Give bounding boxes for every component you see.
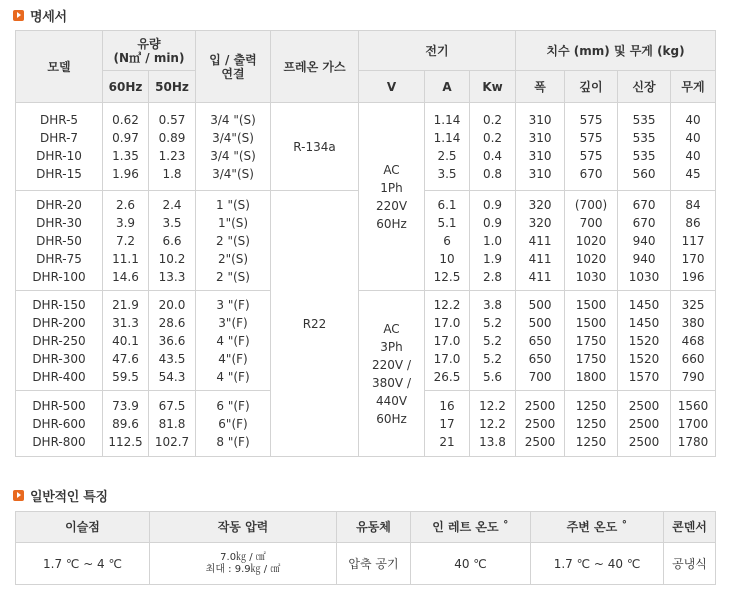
feat-header-inlet-temp: 인 레트 온도 ˚ bbox=[411, 512, 531, 543]
width-value: 310 bbox=[528, 130, 552, 145]
cell-ampere bbox=[425, 391, 470, 457]
port-value: 4 "(F) bbox=[216, 333, 250, 348]
weight-value: 84 bbox=[685, 197, 701, 212]
feat-inlet-temp: 40 ℃ bbox=[411, 543, 531, 585]
weight-value: 196 bbox=[681, 269, 705, 284]
port-value: 3/4"(S) bbox=[212, 166, 254, 181]
cell-width bbox=[516, 391, 565, 457]
ampere-value: 5.1 bbox=[437, 215, 457, 230]
cell-kw bbox=[470, 291, 516, 391]
width-value: 310 bbox=[528, 166, 552, 181]
depth-value: 575 bbox=[579, 148, 603, 163]
model-value: DHR-7 bbox=[39, 130, 79, 145]
flow-50hz-value: 0.89 bbox=[158, 130, 186, 145]
ampere-value: 3.5 bbox=[437, 166, 457, 181]
weight-value: 1780 bbox=[677, 434, 709, 449]
model-value: DHR-20 bbox=[36, 197, 82, 212]
kw-value: 5.6 bbox=[482, 369, 503, 384]
flow-60hz-value: 40.1 bbox=[112, 333, 139, 348]
cell-freon-gas: R-134a bbox=[271, 103, 359, 191]
depth-value: 1250 bbox=[575, 434, 607, 449]
weight-value: 117 bbox=[681, 233, 705, 248]
voltage-line: AC bbox=[383, 321, 400, 336]
cell-model bbox=[16, 391, 103, 457]
cell-ampere bbox=[425, 103, 470, 191]
flow-50hz-value: 43.5 bbox=[158, 351, 186, 366]
depth-value: (700) bbox=[574, 197, 608, 212]
bullet-arrow-icon bbox=[13, 10, 24, 21]
flow-50hz-value: 13.3 bbox=[158, 269, 186, 284]
cell-kw bbox=[470, 391, 516, 457]
kw-value: 0.2 bbox=[482, 130, 503, 145]
ampere-value: 26.5 bbox=[433, 369, 461, 384]
flow-50hz-value: 54.3 bbox=[158, 369, 186, 384]
depth-value: 700 bbox=[579, 215, 603, 230]
spec-section-heading bbox=[13, 6, 67, 24]
depth-value: 1020 bbox=[575, 251, 607, 266]
col-header-dims: 치수 (mm) 및 무게 (kg) bbox=[516, 31, 716, 71]
flow-60hz-value: 0.62 bbox=[112, 112, 139, 127]
cell-port bbox=[196, 291, 271, 391]
cell-kw bbox=[470, 103, 516, 191]
flow-50hz-value: 0.57 bbox=[158, 112, 186, 127]
weight-value: 660 bbox=[681, 351, 705, 366]
height-value: 535 bbox=[632, 130, 656, 145]
weight-value: 40 bbox=[685, 112, 701, 127]
voltage-line: 220V bbox=[375, 198, 408, 213]
ampere-value: 6.1 bbox=[437, 197, 457, 212]
cell-ampere bbox=[425, 291, 470, 391]
ampere-value: 16 bbox=[439, 398, 455, 413]
cell-height bbox=[618, 103, 671, 191]
cell-model bbox=[16, 291, 103, 391]
cell-model bbox=[16, 191, 103, 291]
model-value: DHR-200 bbox=[32, 315, 86, 330]
model-value: DHR-100 bbox=[32, 269, 86, 284]
flow-50hz-value: 36.6 bbox=[158, 333, 186, 348]
weight-value: 40 bbox=[685, 148, 701, 163]
port-value: 2 "(S) bbox=[216, 233, 250, 248]
kw-value: 12.2 bbox=[479, 416, 506, 431]
flow-50hz-value: 67.5 bbox=[158, 398, 186, 413]
col-header-weight: 무게 bbox=[671, 71, 716, 103]
flow-60hz-value: 21.9 bbox=[112, 297, 139, 312]
height-value: 1030 bbox=[628, 269, 660, 284]
cell-flow-60hz bbox=[103, 391, 149, 457]
flow-50hz-value: 20.0 bbox=[158, 297, 186, 312]
flow-50hz-value: 1.8 bbox=[162, 166, 182, 181]
cell-flow-50hz bbox=[149, 391, 196, 457]
cell-port bbox=[196, 391, 271, 457]
depth-value: 575 bbox=[579, 130, 603, 145]
ampere-value: 17.0 bbox=[433, 333, 461, 348]
ampere-value: 1.14 bbox=[433, 130, 461, 145]
port-value: 1 "(S) bbox=[216, 197, 250, 212]
ampere-value: 17 bbox=[439, 416, 455, 431]
flow-50hz-value: 28.6 bbox=[158, 315, 186, 330]
cell-voltage bbox=[359, 291, 425, 457]
features-section-title: 일반적인 특징 bbox=[30, 489, 108, 505]
feat-dew-point: 1.7 ℃ ~ 4 ℃ bbox=[16, 543, 150, 585]
col-header-kw: Kw bbox=[470, 71, 516, 103]
cell-model bbox=[16, 103, 103, 191]
width-value: 2500 bbox=[524, 416, 556, 431]
ampere-value: 1.14 bbox=[433, 112, 461, 127]
feat-condenser: 공냉식 bbox=[664, 543, 716, 585]
height-value: 940 bbox=[632, 233, 656, 248]
voltage-line: 60Hz bbox=[376, 411, 407, 426]
height-value: 560 bbox=[632, 166, 656, 181]
feat-header-ambient-temp: 주변 온도 ˚ bbox=[531, 512, 664, 543]
col-header-width: 폭 bbox=[516, 71, 565, 103]
cell-port bbox=[196, 191, 271, 291]
depth-value: 1500 bbox=[575, 297, 607, 312]
model-value: DHR-15 bbox=[36, 166, 82, 181]
model-value: DHR-250 bbox=[32, 333, 86, 348]
flow-unit: (N㎥ / min) bbox=[113, 50, 185, 65]
depth-value: 1750 bbox=[575, 333, 607, 348]
port-value: 6 "(F) bbox=[216, 398, 250, 413]
flow-50hz-value: 1.23 bbox=[158, 148, 186, 163]
feat-header-fluid: 유동체 bbox=[337, 512, 411, 543]
flow-60hz-value: 31.3 bbox=[112, 315, 139, 330]
width-value: 700 bbox=[528, 369, 552, 384]
table-row bbox=[16, 103, 716, 191]
voltage-line: 3Ph bbox=[380, 339, 403, 354]
ampere-value: 2.5 bbox=[437, 148, 457, 163]
col-header-height: 신장 bbox=[618, 71, 671, 103]
port-value: 3 "(F) bbox=[216, 297, 250, 312]
cell-ampere bbox=[425, 191, 470, 291]
kw-value: 1.9 bbox=[482, 251, 503, 266]
height-value: 2500 bbox=[628, 434, 660, 449]
cell-width bbox=[516, 103, 565, 191]
model-value: DHR-150 bbox=[32, 297, 86, 312]
cell-height bbox=[618, 291, 671, 391]
feat-header-pressure: 작동 압력 bbox=[150, 512, 337, 543]
weight-value: 790 bbox=[681, 369, 705, 384]
voltage-line: 1Ph bbox=[380, 180, 403, 195]
flow-50hz-value: 81.8 bbox=[158, 416, 186, 431]
model-value: DHR-500 bbox=[32, 398, 86, 413]
model-value: DHR-800 bbox=[32, 434, 86, 449]
col-header-flow bbox=[103, 31, 196, 71]
col-header-60hz: 60Hz bbox=[103, 71, 149, 103]
port-value: 6"(F) bbox=[218, 416, 248, 431]
ampere-value: 17.0 bbox=[433, 315, 461, 330]
cell-height bbox=[618, 191, 671, 291]
depth-value: 1800 bbox=[575, 369, 607, 384]
cell-width bbox=[516, 291, 565, 391]
col-header-model: 모델 bbox=[16, 31, 103, 103]
cell-weight bbox=[671, 103, 716, 191]
flow-60hz-value: 112.5 bbox=[108, 434, 143, 449]
col-header-freon: 프레온 가스 bbox=[271, 31, 359, 103]
flow-50hz-value: 2.4 bbox=[162, 197, 182, 212]
features-table bbox=[15, 511, 716, 585]
ampere-value: 17.0 bbox=[433, 351, 461, 366]
model-value: DHR-300 bbox=[32, 351, 86, 366]
feat-fluid: 압축 공기 bbox=[337, 543, 411, 585]
flow-60hz-value: 1.96 bbox=[112, 166, 139, 181]
cell-depth bbox=[565, 291, 618, 391]
feat-pressure-normal: 7.0㎏ / ㎠ bbox=[220, 551, 266, 563]
cell-weight bbox=[671, 291, 716, 391]
height-value: 2500 bbox=[628, 398, 660, 413]
depth-value: 1250 bbox=[575, 398, 607, 413]
width-value: 500 bbox=[528, 315, 552, 330]
depth-value: 1500 bbox=[575, 315, 607, 330]
cell-flow-60hz bbox=[103, 103, 149, 191]
col-header-voltage: V bbox=[359, 71, 425, 103]
height-value: 1520 bbox=[628, 333, 660, 348]
height-value: 535 bbox=[632, 148, 656, 163]
depth-value: 575 bbox=[579, 112, 603, 127]
kw-value: 0.9 bbox=[482, 215, 503, 230]
model-value: DHR-30 bbox=[36, 215, 82, 230]
cell-flow-60hz bbox=[103, 191, 149, 291]
kw-value: 5.2 bbox=[482, 315, 503, 330]
width-value: 2500 bbox=[524, 398, 556, 413]
depth-value: 1750 bbox=[575, 351, 607, 366]
kw-value: 0.8 bbox=[482, 166, 503, 181]
weight-value: 1560 bbox=[677, 398, 709, 413]
flow-60hz-value: 2.6 bbox=[115, 197, 136, 212]
flow-60hz-value: 3.9 bbox=[115, 215, 136, 230]
feat-pressure-max: 최대 : 9.9㎏ / ㎠ bbox=[205, 563, 281, 575]
port-value: 3/4"(S) bbox=[212, 130, 254, 145]
weight-value: 45 bbox=[685, 166, 701, 181]
ampere-value: 6 bbox=[443, 233, 451, 248]
col-header-power: 전기 bbox=[359, 31, 516, 71]
height-value: 1520 bbox=[628, 351, 660, 366]
cell-width bbox=[516, 191, 565, 291]
cell-freon-gas: R22 bbox=[271, 191, 359, 457]
cell-kw bbox=[470, 191, 516, 291]
depth-value: 1030 bbox=[575, 269, 607, 284]
voltage-line: 380V / bbox=[372, 375, 411, 390]
height-value: 1450 bbox=[628, 315, 660, 330]
model-value: DHR-600 bbox=[32, 416, 86, 431]
cell-flow-60hz bbox=[103, 291, 149, 391]
cell-voltage bbox=[359, 103, 425, 291]
width-value: 411 bbox=[528, 251, 552, 266]
voltage-line: AC bbox=[383, 162, 400, 177]
col-header-depth: 깊이 bbox=[565, 71, 618, 103]
feat-header-condenser: 콘덴서 bbox=[664, 512, 716, 543]
port-value: 3/4 "(S) bbox=[210, 112, 256, 127]
port-value: 2 "(S) bbox=[216, 269, 250, 284]
height-value: 670 bbox=[632, 215, 656, 230]
flow-60hz-value: 89.6 bbox=[112, 416, 139, 431]
height-value: 940 bbox=[632, 251, 656, 266]
weight-value: 325 bbox=[681, 297, 705, 312]
port-value: 2"(S) bbox=[217, 251, 249, 266]
height-value: 1570 bbox=[628, 369, 660, 384]
width-value: 650 bbox=[528, 351, 552, 366]
flow-50hz-value: 102.7 bbox=[154, 434, 190, 449]
flow-60hz-value: 73.9 bbox=[112, 398, 139, 413]
feat-pressure bbox=[150, 543, 337, 585]
cell-flow-50hz bbox=[149, 291, 196, 391]
flow-50hz-value: 6.6 bbox=[162, 233, 182, 248]
port-value: 8 "(F) bbox=[216, 434, 250, 449]
flow-60hz-value: 11.1 bbox=[112, 251, 139, 266]
width-value: 320 bbox=[528, 197, 552, 212]
cell-weight bbox=[671, 391, 716, 457]
width-value: 2500 bbox=[524, 434, 556, 449]
depth-value: 1250 bbox=[575, 416, 607, 431]
height-value: 670 bbox=[632, 197, 656, 212]
depth-value: 670 bbox=[579, 166, 603, 181]
bullet-arrow-icon bbox=[13, 490, 24, 501]
height-value: 2500 bbox=[628, 416, 660, 431]
table-row bbox=[16, 291, 716, 391]
kw-value: 12.2 bbox=[479, 398, 506, 413]
model-value: DHR-400 bbox=[32, 369, 86, 384]
flow-60hz-value: 14.6 bbox=[112, 269, 139, 284]
kw-value: 0.2 bbox=[482, 112, 503, 127]
flow-50hz-value: 3.5 bbox=[162, 215, 182, 230]
flow-60hz-value: 47.6 bbox=[112, 351, 139, 366]
port-value: 1"(S) bbox=[217, 215, 249, 230]
weight-value: 40 bbox=[685, 130, 701, 145]
weight-value: 380 bbox=[681, 315, 705, 330]
voltage-line: 440V bbox=[375, 393, 408, 408]
weight-value: 170 bbox=[681, 251, 705, 266]
port-value: 3"(F) bbox=[218, 315, 248, 330]
width-value: 310 bbox=[528, 148, 552, 163]
cell-flow-50hz bbox=[149, 103, 196, 191]
model-value: DHR-5 bbox=[39, 112, 79, 127]
flow-60hz-value: 1.35 bbox=[112, 148, 139, 163]
flow-50hz-value: 10.2 bbox=[158, 251, 186, 266]
flow-60hz-value: 0.97 bbox=[112, 130, 139, 145]
ampere-value: 12.2 bbox=[433, 297, 461, 312]
ampere-value: 21 bbox=[439, 434, 455, 449]
cell-flow-50hz bbox=[149, 191, 196, 291]
feat-ambient-temp: 1.7 ℃ ~ 40 ℃ bbox=[531, 543, 664, 585]
model-value: DHR-10 bbox=[36, 148, 82, 163]
features-section-heading bbox=[13, 486, 108, 504]
cell-depth bbox=[565, 191, 618, 291]
cell-height bbox=[618, 391, 671, 457]
kw-value: 13.8 bbox=[479, 434, 506, 449]
port-value: 4"(F) bbox=[218, 351, 248, 366]
flow-60hz-value: 59.5 bbox=[112, 369, 139, 384]
flow-60hz-value: 7.2 bbox=[115, 233, 136, 248]
width-value: 411 bbox=[528, 269, 552, 284]
depth-value: 1020 bbox=[575, 233, 607, 248]
kw-value: 1.0 bbox=[482, 233, 503, 248]
width-value: 310 bbox=[528, 112, 552, 127]
port-value: 4 "(F) bbox=[216, 369, 250, 384]
weight-value: 86 bbox=[685, 215, 701, 230]
kw-value: 0.9 bbox=[482, 197, 503, 212]
cell-depth bbox=[565, 103, 618, 191]
col-header-port: 입 / 출력 연결 bbox=[196, 31, 271, 103]
voltage-line: 220V / bbox=[372, 357, 411, 372]
weight-value: 468 bbox=[681, 333, 705, 348]
model-value: DHR-50 bbox=[36, 233, 82, 248]
kw-value: 2.8 bbox=[482, 269, 503, 284]
kw-value: 0.4 bbox=[482, 148, 503, 163]
height-value: 535 bbox=[632, 112, 656, 127]
port-value: 3/4 "(S) bbox=[210, 148, 256, 163]
voltage-line: 60Hz bbox=[376, 216, 407, 231]
width-value: 500 bbox=[528, 297, 552, 312]
kw-value: 5.2 bbox=[482, 333, 503, 348]
flow-label: 유량 bbox=[137, 36, 161, 51]
height-value: 1450 bbox=[628, 297, 660, 312]
cell-weight bbox=[671, 191, 716, 291]
cell-depth bbox=[565, 391, 618, 457]
col-header-ampere: A bbox=[425, 71, 470, 103]
spec-table bbox=[15, 30, 716, 457]
width-value: 320 bbox=[528, 215, 552, 230]
kw-value: 5.2 bbox=[482, 351, 503, 366]
ampere-value: 12.5 bbox=[433, 269, 461, 284]
cell-port bbox=[196, 103, 271, 191]
model-value: DHR-75 bbox=[36, 251, 82, 266]
kw-value: 3.8 bbox=[482, 297, 503, 312]
spec-section-title: 명세서 bbox=[30, 9, 67, 25]
width-value: 411 bbox=[528, 233, 552, 248]
ampere-value: 10 bbox=[439, 251, 455, 266]
width-value: 650 bbox=[528, 333, 552, 348]
weight-value: 1700 bbox=[677, 416, 709, 431]
col-header-50hz: 50Hz bbox=[149, 71, 196, 103]
feat-header-dew-point: 이슬점 bbox=[16, 512, 150, 543]
